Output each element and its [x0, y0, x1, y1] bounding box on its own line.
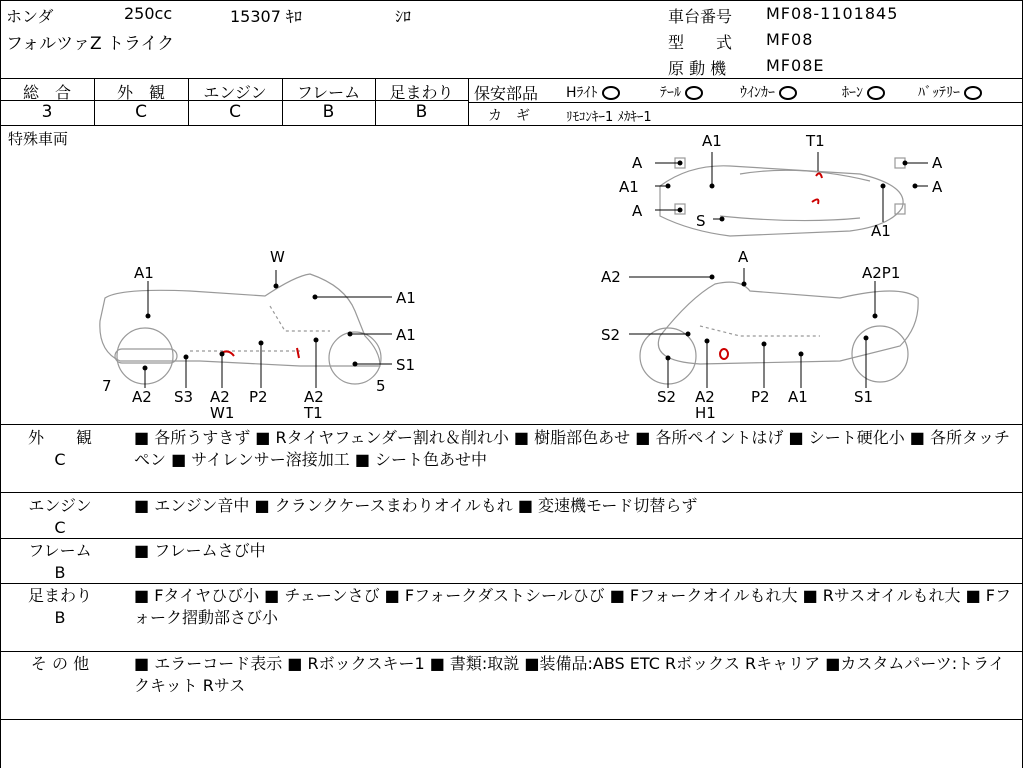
diagram-label: T1 — [806, 132, 825, 150]
bike-outlines — [100, 158, 918, 384]
details-line-1 — [0, 492, 1023, 493]
detail-exterior-grade: C — [54, 450, 66, 469]
dot — [913, 184, 918, 189]
dot — [353, 362, 358, 367]
dot — [143, 366, 148, 371]
border-right — [1022, 0, 1023, 768]
diagram-label: S1 — [396, 356, 416, 374]
grade-overall-value: 3 — [41, 102, 53, 122]
mark-t1-top — [816, 173, 822, 178]
safety-item-horn — [842, 82, 889, 102]
horn-label: ﾎｰﾝ — [842, 85, 863, 101]
diagram-label: A — [632, 202, 643, 220]
grade-engine-value: C — [229, 102, 241, 122]
dot — [799, 352, 804, 357]
dot — [184, 355, 189, 360]
details-line-3 — [0, 583, 1023, 584]
safety-mid-line — [468, 102, 1023, 103]
dot — [678, 208, 683, 213]
diagram-label: 5 — [376, 377, 386, 395]
diagram-label: P2 — [249, 388, 268, 406]
ok-circle-icon — [602, 86, 620, 100]
diagram-label: 7 — [102, 377, 112, 395]
diagram-label: S — [696, 212, 706, 230]
maker: ホンダ — [6, 7, 54, 26]
detail-suspension-text: ■ Fタイヤひび小 ■ チェーンさび ■ Fフォークダストシールひび ■ Fフォークオイルもれ大 ■ Rサスオイルもれ大 ■ Fフォーク摺動部さび小 — [134, 586, 1011, 627]
detail-other-text: ■ エラーコード表示 ■ Rボックスキー1 ■ 書類:取説 ■装備品:ABS ETC Rボックス Rキャリア ■カスタムパーツ:トライクキット Rサス — [134, 654, 1005, 695]
color: ｼﾛ — [395, 7, 412, 26]
grade-frame-value: B — [322, 102, 335, 122]
dot — [720, 217, 725, 222]
diagram-label: P2 — [751, 388, 770, 406]
details-line-2 — [0, 538, 1023, 539]
dot — [864, 336, 869, 341]
diagram-label: S3 — [174, 388, 194, 406]
winker-label: ｳｲﾝｶｰ — [740, 85, 775, 101]
top-view-seat-line — [740, 170, 870, 181]
dot — [881, 184, 886, 189]
diagram-label: H1 — [695, 404, 716, 422]
dot — [146, 314, 151, 319]
grade-engine-label: エンジン — [203, 83, 267, 102]
taillight-label: ﾃｰﾙ — [660, 85, 681, 101]
diagram-label: A1 — [134, 264, 154, 282]
diagram-label: A1 — [871, 222, 891, 240]
ok-circle-icon — [685, 86, 703, 100]
details-line-4 — [0, 651, 1023, 652]
grade-frame-label: フレーム — [296, 83, 361, 102]
mark-h1 — [720, 349, 728, 359]
detail-suspension-grade: B — [54, 608, 66, 627]
right-view-body — [658, 282, 918, 364]
diagram-label: S2 — [657, 388, 677, 406]
dot — [348, 332, 353, 337]
diagram-label: A1 — [396, 289, 416, 307]
dot — [762, 342, 767, 347]
dot — [903, 161, 908, 166]
details-top-line — [0, 424, 1023, 425]
right-view-rear-wheel — [852, 326, 908, 382]
diagram-label: A1 — [788, 388, 808, 406]
diagram-label: A — [738, 248, 749, 266]
diagram-label: W — [270, 248, 285, 266]
dot — [678, 161, 683, 166]
ok-circle-icon — [964, 86, 982, 100]
mileage: 15307 ｷﾛ — [230, 7, 302, 26]
detail-engine-label: エンジン — [28, 496, 92, 515]
mark-scratch-top — [812, 199, 818, 204]
dot — [873, 314, 878, 319]
top-view-side-line — [720, 216, 860, 221]
diagram-label: A2 — [695, 388, 715, 406]
engine-type-value: MF08E — [766, 56, 825, 75]
diagram-label: A2 — [210, 388, 230, 406]
diagram-label: A2 — [304, 388, 324, 406]
dot — [710, 184, 715, 189]
leader-lines — [145, 152, 928, 388]
dot — [742, 282, 747, 287]
diagram-label: A1 — [396, 326, 416, 344]
diagram-label: W1 — [210, 404, 235, 422]
detail-other-label: そ の 他 — [30, 654, 90, 673]
model-type-value: MF08 — [766, 30, 814, 49]
leader-dots — [143, 161, 918, 371]
model-type-label: 型 式 — [668, 33, 733, 52]
grade-suspension-label: 足まわり — [389, 83, 454, 102]
dot — [314, 338, 319, 343]
top-view-rear-r — [895, 204, 905, 214]
engine-type-label: 原 動 機 — [668, 59, 727, 78]
detail-frame-grade: B — [54, 563, 66, 582]
dot — [313, 295, 318, 300]
grade-divider-5 — [468, 78, 469, 125]
diagram-label: S2 — [601, 326, 621, 344]
dot — [220, 352, 225, 357]
diagram-label: A2P1 — [862, 264, 901, 282]
detail-engine-text: ■ エンジン音中 ■ クランクケースまわりオイルもれ ■ 変速機モード切替らず — [134, 496, 698, 515]
diagram-label: A — [632, 154, 643, 172]
safety-item-taillight — [660, 82, 707, 102]
grade-exterior-label: 外 観 — [116, 83, 165, 102]
key-label: カ ギ — [488, 108, 530, 124]
border-top — [0, 0, 1023, 1]
dot — [274, 284, 279, 289]
grade-suspension-value: B — [415, 102, 428, 122]
dot — [710, 275, 715, 280]
grade-exterior-value: C — [135, 102, 147, 122]
left-view-body — [100, 274, 380, 366]
safety-item-winker — [740, 82, 801, 102]
dot — [705, 339, 710, 344]
diagram-label: A — [932, 178, 943, 196]
detail-engine-grade: C — [54, 518, 66, 537]
diagram-label: A1 — [619, 178, 639, 196]
mark-t1-left — [297, 348, 299, 358]
key-value: ﾘﾓｺﾝｷｰ1 ﾒｶｷｰ1 — [566, 110, 652, 125]
frame-number-value: MF08-1101845 — [766, 4, 899, 23]
battery-label: ﾊﾞｯﾃﾘｰ — [918, 85, 960, 101]
ok-circle-icon — [779, 86, 797, 100]
left-view-front-wheel — [329, 332, 381, 384]
detail-suspension-label: 足まわり — [27, 586, 92, 605]
diagram-label: A1 — [702, 132, 722, 150]
displacement: 250cc — [124, 4, 173, 23]
detail-exterior-label: 外 観 — [27, 428, 92, 447]
safety-item-battery — [918, 82, 986, 102]
diagram-label: S1 — [854, 388, 874, 406]
dot — [666, 356, 671, 361]
model-name: フォルツァZ トライク — [6, 34, 175, 54]
left-view-dash-1 — [270, 306, 330, 331]
detail-frame-text: ■ フレームさび中 — [134, 541, 266, 560]
grade-overall-label: 総 合 — [22, 83, 71, 102]
ok-circle-icon — [867, 86, 885, 100]
details-bottom-line — [0, 719, 1023, 720]
diagram-title: 特殊車両 — [8, 130, 69, 148]
diagram-label: A2 — [601, 268, 621, 286]
diagram-label: T1 — [304, 404, 323, 422]
headlight-label: Hﾗｲﾄ — [566, 85, 598, 101]
damage-diagram — [0, 126, 1022, 424]
dot — [686, 332, 691, 337]
safety-parts-title: 保安部品 — [474, 84, 539, 103]
dot — [259, 341, 264, 346]
grade-top-line — [0, 78, 1023, 79]
detail-frame-label: フレーム — [28, 541, 92, 560]
detail-exterior-text: ■ 各所うすきず ■ Rタイヤフェンダー割れ＆削れ小 ■ 樹脂部色あせ ■ 各所ペイントはげ ■ シート硬化小 ■ 各所タッチペン ■ サイレンサー溶接加工 ■ シート色あせ中 — [134, 428, 1011, 469]
dot — [666, 184, 671, 189]
diagram-label: A2 — [132, 388, 152, 406]
safety-item-headlight — [566, 82, 624, 102]
diagram-label: A — [932, 154, 943, 172]
frame-number-label: 車台番号 — [668, 7, 733, 26]
right-view-dash-1 — [700, 326, 820, 336]
